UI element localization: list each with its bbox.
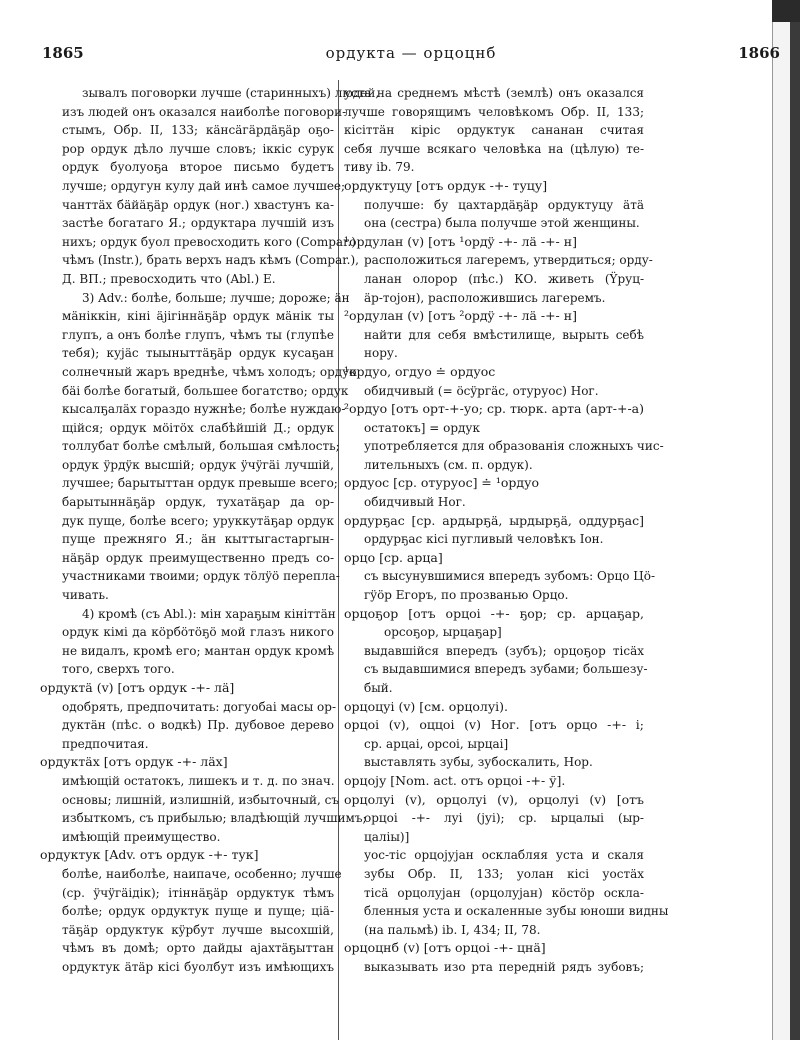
text-line: съ выдавшимися впередъ зубами; большезу- — [364, 662, 648, 677]
text-line: тісä орцолујан (орцолујан) кöстöр оскла- — [364, 885, 644, 900]
text-line: она (сестра) была получше этой женщины. — [364, 216, 640, 231]
text-line: толлубат болѣе смѣлый, большая смѣлость; — [62, 439, 340, 454]
text-line: орцоі (v), оццоі (v) Ног. [отъ орцо -+- і; — [344, 717, 644, 733]
text-line: ордуктä (v) [отъ ордук -+- лä] — [40, 680, 235, 695]
text-line: избыткомъ, съ прибылью; владѣющій лучшимъ; — [62, 811, 367, 826]
text-line: чѣмъ (Instr.), брать верхъ надъ кѣмъ (Compar.), — [62, 253, 359, 268]
text-line: уос-тіс орцојујан осклабляя уста и скаля — [364, 848, 644, 863]
text-line: болѣе, наиболѣе, наипаче, особенно; лучше — [62, 866, 342, 881]
text-line: ордуктуцу [отъ ордук -+- туцу] — [344, 177, 548, 193]
text-line: обидчивый (= öсÿргäс, отуруос) Ног. — [364, 383, 599, 398]
text-line: пуще прежняго Я.; äн кыттыгастаргын- — [62, 532, 334, 547]
text-line: имѣющій преимущество. — [62, 829, 221, 844]
text-line: чанттäх бäйäҕäр ордук (ног.) хвастунъ ка- — [62, 197, 334, 212]
text-line: орцоҕор [отъ орцоі -+- ҕор; ср. арцаҕар, — [344, 605, 644, 621]
text-line: лучше говорящимъ человѣкомъ Обр. II, 133; — [344, 104, 644, 119]
text-line: орцоцнб (v) [отъ орцоі -+- цнä] — [344, 940, 546, 956]
text-line: изъ людей онъ оказался наиболѣе поговори- — [62, 104, 347, 119]
text-line: нäҕäр ордук преимущественно предъ со- — [62, 550, 334, 565]
text-line: ордук ÿрдÿк высшій; ордук ÿчÿгäі лучшій, — [62, 457, 334, 472]
text-line: того, сверхъ того. — [62, 662, 175, 677]
text-line: ордук буолуоҕа второе письмо будетъ — [62, 160, 334, 175]
text-line: зывалъ поговорки лучше (старинныхъ) людей, — [82, 86, 380, 100]
text-line: тäҕäр ордуктук кÿрбут лучше высохшій, — [62, 922, 334, 937]
text-line: солнечный жаръ вреднѣе, чѣмъ холодъ; ордук — [62, 364, 357, 379]
text-line: тиву ib. 79. — [344, 160, 415, 175]
text-line: основы; лишній, излишній, избыточный, съ — [62, 792, 340, 807]
text-line: выставлять зубы, зубоскалить, Нор. — [364, 755, 593, 770]
text-line: стымъ, Обр. II, 133; кäнсäгäрдäҕäр оҕо- — [62, 123, 334, 138]
text-line: выдавшійся впередъ (зубъ); орцоҕор тісäх — [364, 643, 644, 658]
text-line: предпочитая. — [62, 736, 149, 751]
text-line: рор ордук дѣло лучше словъ; іккіс сурук — [62, 141, 334, 156]
text-line: съ высунувшимися впередъ зубомъ: Орцо Цö- — [364, 569, 656, 584]
text-line: найти для себя вмѣстилище, вырыть себѣ — [364, 327, 644, 342]
text-line: лучше; ордугун кулу дай инѣ самое лучшее; — [62, 178, 346, 193]
column-divider — [338, 80, 339, 1040]
text-line: äр-тојон), расположившись лагеремъ. — [364, 290, 606, 305]
text-line: лучшее; барытыттан ордук превыше всего; — [62, 476, 338, 491]
text-line: участниками твоими; ордук тöлÿö перепла- — [62, 569, 340, 584]
text-line: употребляется для образованія сложныхъ чис- — [364, 439, 664, 454]
text-line: расположиться лагеремъ, утвердиться; орду- — [364, 253, 653, 268]
text-line: бленныя уста и оскаленные зубы юноши видны — [364, 904, 669, 919]
text-line: выказывать изо рта передній рядъ зубовъ; — [364, 959, 644, 974]
text-line: чивать. — [62, 588, 109, 603]
text-line: одобрять, предпочитать: догуобаі масы ор- — [62, 699, 337, 714]
text-line: застѣе богатаго Я.; ордуктара лучшій изъ — [62, 216, 334, 231]
text-line: не видалъ, кромѣ его; мантан ордук кромѣ — [62, 643, 335, 658]
text-line: (на пальмѣ) ib. I, 434; II, 78. — [364, 922, 541, 937]
text-line: ¹ордуо, огдуо ≐ ордуос — [344, 363, 496, 379]
text-line: ордуктук äтäр кісі буолбут изъ имѣющихъ — [62, 959, 334, 974]
text-line: имѣющій остатокъ, лишекъ и т. д. по знач. — [62, 773, 335, 788]
text-line: орцоі -+- луі (јуі); ср. ырцалыі (ыр- — [364, 811, 644, 826]
text-line: ордурҕас кісі пугливый человѣкъ Іон. — [364, 532, 604, 547]
text-line: тебя); кујäс тыыныттäҕäр ордук кусаҕан — [62, 346, 334, 361]
text-line: ордуктäх [отъ ордук -+- лäх] — [40, 754, 228, 770]
text-line: орцо [ср. арца] — [344, 549, 443, 565]
text-line: себя лучше всякаго человѣка на (цѣлую) те- — [344, 141, 644, 156]
text-line: зубы Обр. II, 133; уолан кісі уостäх — [364, 866, 644, 881]
text-line: ордурҕас [ср. ардырҕä, ырдырҕä, оддурҕас] — [344, 512, 644, 528]
text-line: (ср. ÿчÿгäідік); ітіннäҕäр ордуктук тѣмъ — [62, 885, 334, 900]
text-line: чѣмъ въ домѣ; орто дайды аjахтäҕыттан — [62, 941, 334, 956]
text-line: 3) Adv.: болѣе, больше; лучше; дороже; äн — [82, 290, 350, 305]
scan-edge-top — [772, 0, 800, 22]
text-line: лительныхъ (см. п. ордук). — [364, 457, 533, 472]
text-line: Д. ВП.; превосходить что (Abl.) Е. — [62, 271, 276, 286]
scan-page-edge — [772, 22, 791, 1040]
text-line: ²ордулан (v) [отъ ²ордÿ -+- лä -+- н] — [344, 308, 577, 324]
text-line: орсоҕор, ырцаҕар] — [384, 625, 502, 640]
text-line: уста на среднемъ мѣстѣ (землѣ) онъ оказался — [344, 86, 644, 100]
text-line: болѣе; ордук ордуктук пуще и пуще; ціä- — [62, 904, 334, 919]
text-line: ¹ордулан (v) [отъ ¹ордÿ -+- лä -+- н] — [344, 233, 577, 249]
text-line: кысалҕалäх гораздо нужнѣе; болѣе нуждаю- — [62, 402, 346, 417]
text-line: ²ордуо [отъ орт-+-уо; ср. тюрк. арта (арт-+-а) — [344, 401, 644, 417]
text-line: 4) кромѣ (съ Abl.): мін хараҕым кініттäн — [82, 606, 336, 621]
text-line: гÿöр Егоръ, по прозванью Орцо. — [364, 588, 569, 603]
text-line: получше: бу цахтардäҕäр ордуктуцу äтä — [364, 197, 644, 212]
text-line: ср. арцаі, орсоі, ырцаі] — [364, 736, 509, 751]
running-title: ордукта — орцоцнб — [325, 44, 497, 62]
right-column — [344, 84, 669, 977]
text-line: ланан олорор (пѣс.) КО. живеть (Ÿруц- — [364, 271, 644, 286]
text-line: ордук кімі да кöрбöтöҕö мой глазъ никого — [62, 625, 334, 640]
text-line: ордуктук [Adv. отъ ордук -+- тук] — [40, 847, 259, 863]
text-line: кісіттäн кіріс ордуктук сананан считая — [344, 123, 644, 138]
text-line: остатокъ] = ордук — [364, 420, 480, 435]
text-line: глупъ, а онъ болѣе глупъ, чѣмъ ты (глупѣе — [62, 327, 334, 342]
text-line: дук пуще, болѣе всего; уруккутäҕар ордук — [62, 513, 334, 528]
scan-edge-right — [790, 22, 800, 1040]
text-line: ордуос [ср. отуруос] ≐ ¹ордуо — [344, 475, 539, 491]
text-line: цаліы)] — [364, 829, 410, 844]
text-line: обидчивый Ног. — [364, 495, 466, 510]
page-number-left: 1865 — [42, 44, 84, 62]
text-line: щійся; ордук мöітöх слабѣйшій Д.; ордук — [62, 420, 334, 435]
text-line: нору. — [364, 346, 398, 361]
text-line: барытыннäҕäр ордук, тухатäҕар да ор- — [62, 495, 334, 510]
text-line: бый. — [364, 681, 393, 695]
text-line: бäі болѣе богатый, большее богатство; ордук — [62, 383, 349, 398]
text-line: нихъ; ордук буол превосходить кого (Compar.) — [62, 234, 356, 249]
text-line: дуктäн (пѣс. о водкѣ) Пр. дубовое дерево — [62, 718, 334, 733]
text-line: орцоју [Nom. act. отъ орцоі -+- ў]. — [344, 772, 566, 788]
text-line: орцолуі (v), орцолуі (v), орцолуі (v) [отъ — [344, 791, 644, 807]
text-line: орцоцуі (v) [см. орцолуі). — [344, 698, 509, 714]
page-number-right: 1866 — [738, 44, 780, 62]
page-header — [42, 44, 780, 68]
text-line: мäніккін, кіні äјігіннäҕäр ордук мäнік ты — [62, 309, 334, 324]
